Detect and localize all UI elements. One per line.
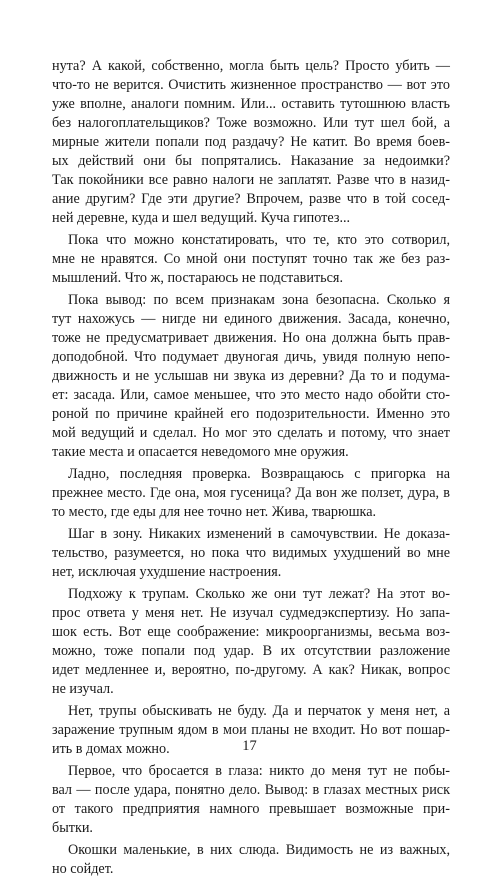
text-line: тут нахожусь — нигде ни единого движения. Засада, конечно, (52, 311, 450, 327)
text-line: Так покойники все равно налоги не заплатят. Разве что в назид- (52, 172, 450, 188)
text-line: то место, где еды для нее точно нет. Жива, тварюшка. (52, 504, 377, 520)
text-line: можно, тоже попали под удар. В их отсутствии разложение (52, 643, 450, 659)
text-line: что-то не верится. Очистить жизненное пространство — вот это (52, 77, 450, 93)
text-line: прос ответа у меня нет. Не изучал судмедэкспертизу. Но запа- (52, 605, 450, 621)
text-line: Пока вывод: по всем признакам зона безопасна. Сколько я (68, 292, 450, 308)
text-line: мне не нравятся. Со мной они поступят точно так же без раз- (52, 251, 450, 267)
text-line: Первое, что бросается в глаза: никто до меня тут не побы- (68, 763, 450, 779)
paragraph (52, 525, 450, 582)
text-line: Шаг в зону. Никаких изменений в самочувствии. Не доказа- (68, 526, 450, 542)
text-line: нет, исключая ухудшение настроения. (52, 564, 282, 580)
text-line: ить в домах можно. (52, 741, 170, 757)
text-line: заражение трупным ядом в мои планы не входит. Но вот пошар- (52, 722, 450, 738)
text-line: такие места и опасается неведомого мне оружия. (52, 444, 349, 460)
paragraph (52, 841, 450, 879)
text-line: уже вполне, аналоги помним. Или... оставить тутошнюю власть (52, 96, 450, 112)
text-line: Пока что можно констатировать, что те, кто это сотворил, (68, 232, 450, 248)
text-line: шок есть. Вот еще соображение: микроорганизмы, весьма воз- (52, 624, 450, 640)
text-line: тельство, разумеется, но пока что видимых ухудшений во мне (52, 545, 450, 561)
text-line: доподобной. Что подумает двуногая дичь, увидя полную непо- (52, 349, 450, 365)
paragraph (52, 585, 450, 699)
text-line: идет медленнее и, вероятно, по-другому. А как? Никак, вопрос (52, 662, 450, 678)
text-line: Подхожу к трупам. Сколько же они тут лежат? На этот во- (68, 586, 450, 602)
text-line: ней деревне, куда и шел ведущий. Куча гипотез... (52, 210, 351, 226)
text-line: мой ведущий и сделал. Но мог это сделать и потому, что знает (52, 425, 450, 441)
text-line: движность и не услышав ни звука из деревни? Да то и подума- (52, 368, 450, 384)
text-line: без налогоплательщиков? Тоже возможно. Или тут шел бой, а (52, 115, 450, 131)
text-line: ых действий они бы попрятались. Наказание за недоимки? (52, 153, 450, 169)
paragraph (52, 57, 450, 228)
text-line: ание другим? Где эти другие? Впрочем, разве что в той сосед- (52, 191, 450, 207)
text-line: мирные жители попали под раздачу? Не катит. Во время боев- (52, 134, 450, 150)
page-number: 17 (242, 738, 257, 754)
text-line: Ладно, последняя проверка. Возвращаюсь с пригорка на (68, 466, 450, 482)
body-text (52, 57, 450, 882)
text-line: мышлений. Что ж, постараюсь не подставиться. (52, 270, 343, 286)
text-line: не изучал. (52, 681, 114, 697)
text-line: от такого предприятия намного превышает возможные при- (52, 801, 450, 817)
text-line: нута? А какой, собственно, могла быть цель? Просто убить — (52, 58, 450, 74)
text-line: Окошки маленькие, в них слюда. Видимость не из важных, (68, 842, 450, 858)
text-line: но сойдет. (52, 861, 114, 877)
paragraph (52, 291, 450, 462)
text-line: тоже не предусматривает движения. Но она должна быть прав- (52, 330, 450, 346)
text-line: прежнее место. Где она, моя гусеница? Да вон же ползет, дура, в (52, 485, 450, 501)
text-line: вал — после удара, понятно дело. Вывод: в глазах местных риск (52, 782, 450, 798)
paragraph (52, 231, 450, 288)
text-line: Нет, трупы обыскивать не буду. Да и перчаток у меня нет, а (68, 703, 450, 719)
text-line: роной по причине крайней его подозрительности. Именно это (52, 406, 450, 422)
text-line: бытки. (52, 820, 93, 836)
paragraph (52, 465, 450, 522)
paragraph (52, 762, 450, 838)
text-line: ет: засада. Или, самое меньшее, что это место надо обойти сто- (52, 387, 450, 403)
